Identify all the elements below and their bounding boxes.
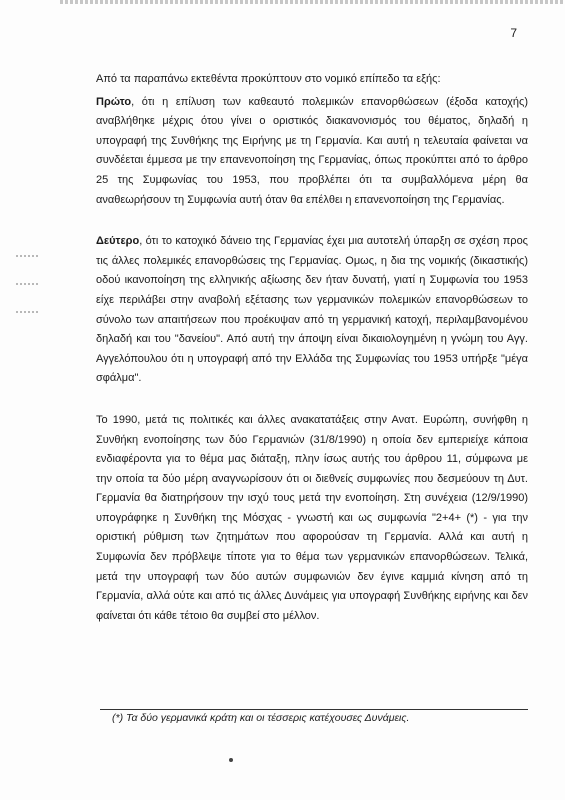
paragraph-second <box>96 232 528 389</box>
binder-marks <box>16 255 40 339</box>
footnote: (*) Τα δύο γερμανικά κράτη και οι τέσσερις κατέχουσες Δυνάμεις. <box>112 712 410 724</box>
footnote-divider <box>100 709 528 710</box>
paragraph-intro: Από τα παραπάνω εκτεθέντα προκύπτουν στο νομικό επίπεδο τα εξής: <box>96 73 441 85</box>
paragraph-second-lead: Δεύτερο <box>96 235 140 248</box>
page-number: 7 <box>510 26 517 40</box>
paragraph-first <box>96 93 528 211</box>
scan-speck <box>229 758 233 762</box>
paragraph-first-lead: Πρώτο <box>96 95 132 108</box>
paragraph-first-text: , ότι η επίλυση των καθεαυτό πολεμικών επανορθώσεων (έξοδα κατοχής) αναβλήθηκε μέχρις ότου γίνει ο οριστικός διακανονισμός του θέματος, δηλαδή η υπογραφή της Συνθήκης της Ειρήνης με τη Γερμανία. Και αυτή η τελευταία φαίνεται να συνδέεται έμμεσα με την επανενοποίηση της Γερμανίας, όπως προκύπτει από το άρθρο 25 της Συμφωνίας του 1953, που προβλέπει ότι τα συμβαλλόμενα μέρη θα αναθεωρήσουν τη Συμφωνία αυτή όταν θα επέλθει η επανενοποίηση της Γερμανίας. <box>96 95 528 206</box>
scan-top-edge <box>60 0 565 4</box>
paragraph-1990: Το 1990, μετά τις πολιτικές και άλλες ανακατατάξεις στην Ανατ. Ευρώπη, συνήφθη η Συνθήκη ενοποίησης των δύο Γερμανιών (31/8/1990) η οποία δεν εμπεριείχε κάποια ενδιαφέροντα για το θέμα μας διάταξη, πλην ίσως αυτής του άρθρου 11, σύμφωνα με την οποία τα δύο μέρη αναγνωρίσουν ότι οι διεθνείς συμφωνίες που δεσμεύουν τη Δυτ. Γερμανία θα διατηρήσουν την ισχύ τους μετά την ενοποίηση. Στη συνέχεια (12/9/1990) υπογράφηκε η Συνθήκη της Μόσχας - γνωστή και ως συμφωνία "2+4+ (*) - για την οριστική ρύθμιση των ζητημάτων που αφορούσαν τη Γερμανία. Αλλά και αυτή η Συμφωνία δεν πρόβλεψε τίποτε για το θέμα των γερμανικών επανορθώσεων. Τελικά, μετά την υπογραφή των δύο αυτών συμφωνιών δεν έγινε καμμιά κίνηση από τη Γερμανία, αλλά ούτε και από τις άλλες Δυνάμεις για υπογραφή Συνθήκης ειρήνης και δεν φαίνεται ότι κάθε τέτοιο θα συμβεί στο μέλλον. <box>96 413 528 622</box>
body-text <box>96 70 528 626</box>
paragraph-second-text: , ότι το κατοχικό δάνειο της Γερμανίας έχει μια αυτοτελή ύπαρξη σε σχέση προς τις άλλες πολεμικές επανορθώσεις της Γερμανίας. Ομως, η δια της νομικής (δικαστικής) οδού ικανοποίηση της ελληνικής αξίωσης δεν ήταν δυνατή, γιατί η Συμφωνία του 1953 είχε περιλάβει στην αναβολή εξέτασης των γερμανικών πολεμικών επανορθώσεων το σύνολο των απαιτήσεων που προέκυψαν από τη γερμανική κατοχή, περιλαμβανομένου δηλαδή και του "δανείου". Από αυτή την άποψη είναι δικαιολογημένη η γνώμη του Αγγ. Αγγελόπουλου ότι η υπογραφή από την Ελλάδα της Συμφωνίας του 1953 υπήρξε "μέγα σφάλμα". <box>96 235 528 385</box>
